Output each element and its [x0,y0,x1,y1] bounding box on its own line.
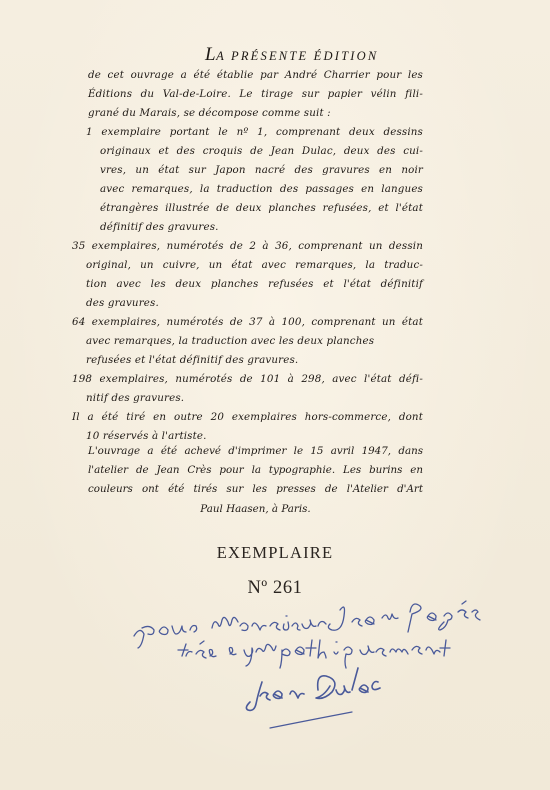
item-line: avec remarques, la traduction avec les deux planches [86,335,375,347]
item-line: Il a été tiré en outre 20 exemplaires hors-commerce, dont [72,411,423,423]
intro-line: Éditions du Val-de-Loire. Le tirage sur papier vélin fili- [88,88,423,100]
note-line: L'ouvrage a été achevé d'imprimer le 15 avril 1947, dans [88,445,423,457]
print-run-item [88,123,423,237]
printing-note [88,442,423,519]
item-line: vres, un état sur Japon nacré des gravures en noir [100,164,423,176]
hors-commerce-note [72,408,423,446]
note-line: l'atelier de Jean Crès pour la typographie. Les burins en [88,464,423,477]
item-line: définitif des gravures. [100,221,219,233]
item-line: originaux et des croquis de Jean Dulac, deux des cui- [100,145,423,157]
intro-line: de cet ouvrage a été établie par André Charrier pour les [88,69,423,81]
colophon-title [205,44,430,66]
intro-line: grané du Marais, se décompose comme suit : [88,107,331,119]
item-line: 198 exemplaires, numérotés de 101 à 298, avec l'état défi- [72,373,423,385]
colophon-title-initial: L [205,44,217,65]
item-line: 64 exemplaires, numérotés de 37 à 100, comprenant un état [72,316,423,328]
item-line: 35 exemplaires, numérotés de 2 à 36, comprenant un dessin [72,240,423,252]
item-line: refusées et l'état définitif des gravures. [86,354,299,366]
colophon-title-rest: A PRÉSENTE ÉDITION [216,49,379,63]
signature-underline [270,712,352,728]
item-line: 10 réservés à l'artiste. [86,430,207,442]
exemplaire-number: Nº 261 [247,578,303,598]
handwriting-line-2 [178,640,450,668]
item-line: avec remarques, la traduction des passages en langues [100,183,423,195]
print-run-item [72,370,423,408]
colophon-intro [88,66,423,123]
handwriting-strokes [134,601,480,728]
note-line: couleurs ont été tirés sur les presses de l'Atelier d'Art [88,483,423,496]
colophon-print-run-list [72,123,423,446]
item-line: nitif des gravures. [86,392,185,404]
item-line: étrangères illustrée de deux planches refusées, et l'état [100,202,423,214]
note-line: Paul Haasen, à Paris. [200,502,311,515]
item-line: original, un cuivre, un état avec remarques, la traduc- [86,259,423,271]
item-line: 1 exemplaire portant le nº 1, comprenant deux dessins [86,126,423,138]
handwriting-signature [246,668,380,710]
exemplaire-label: EXEMPLAIRE [216,543,334,562]
handwriting-line-1 [134,601,480,648]
print-run-item [72,313,423,370]
print-run-item [72,237,423,313]
item-line: des gravures. [86,297,159,309]
item-line: tion avec les deux planches refusées et l'état définitif [86,278,423,290]
